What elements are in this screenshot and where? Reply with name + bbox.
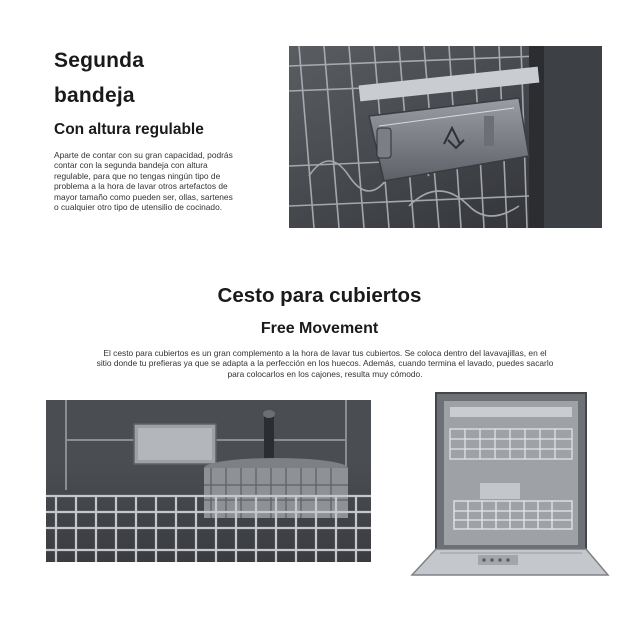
section1-description: Aparte de contar con su gran capacidad, podrás contar con la segunda bandeja con altura regulable, para que no tengas ningún tipo de problema a la hora de lavar otros artefactos de mayor tamaño como pueden ser, ollas, sartenes o cualquier otro tipo de utensilio de cocinado. — [54, 150, 233, 213]
section2-title: Cesto para cubiertos — [217, 284, 422, 307]
open-dishwasher-photo — [410, 389, 610, 579]
section2-subtitle: Free Movement — [260, 320, 379, 337]
adjustable-rack-photo — [289, 46, 602, 228]
section2-description: El cesto para cubiertos es un gran complemento a la hora de lavar tus cubiertos. Se coloca dentro del lavavajillas, en el sitio donde tu prefieras ya que se adapta a la perfección en los huecos. Además, cuando termina el lavado, puedes sacarlo para colocarlos en los cajones, resulta muy cómodo. — [96, 348, 554, 379]
cutlery-basket-photo — [46, 400, 371, 562]
section1-title-line2: bandeja — [54, 84, 135, 107]
section1-subtitle: Con altura regulable — [54, 121, 204, 138]
section1-title-line1: Segunda — [54, 49, 145, 72]
